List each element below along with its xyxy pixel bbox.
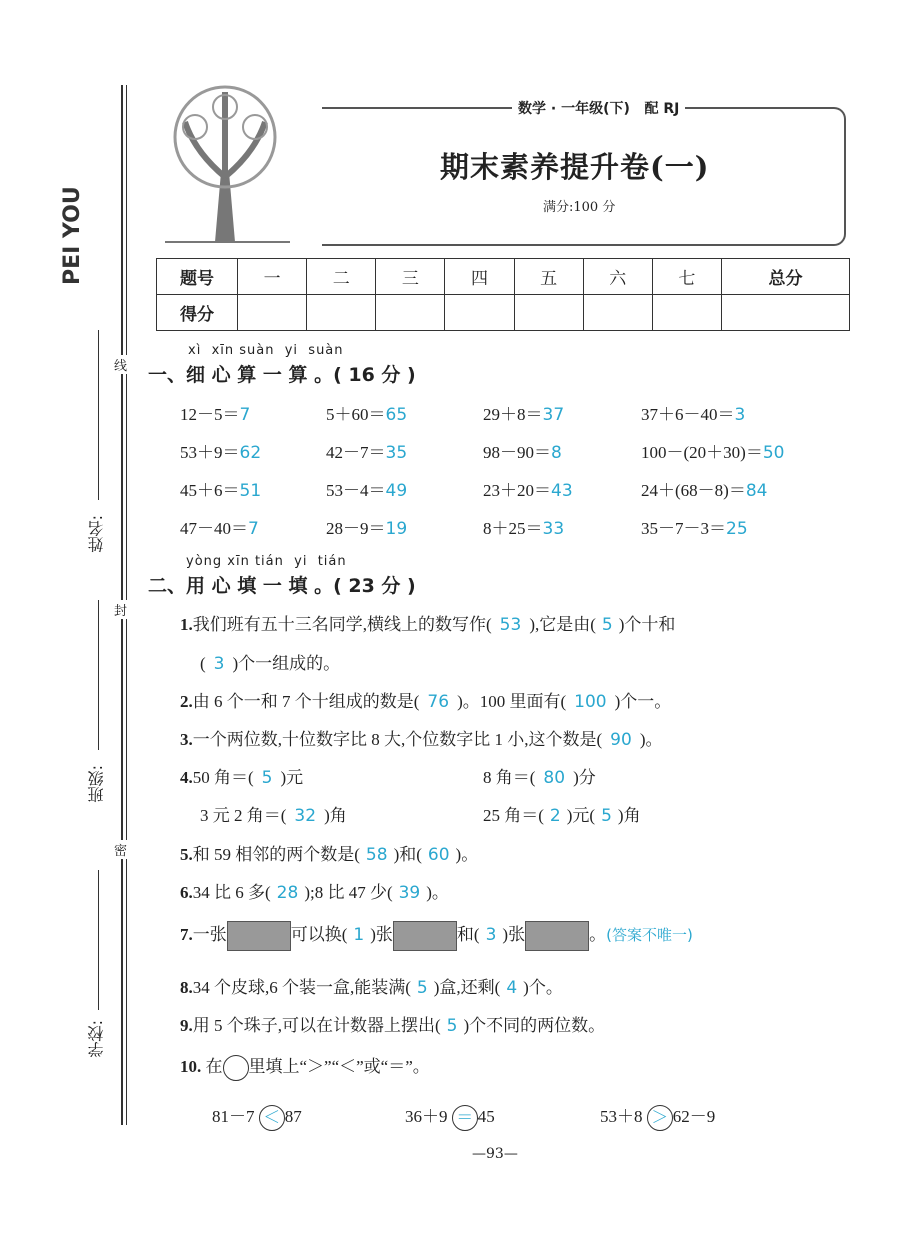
question-6: 6.34 比 6 多( 28 );8 比 47 少( 39 )。 xyxy=(180,883,449,903)
table-cell: 一 xyxy=(238,259,307,295)
banknote-50-icon xyxy=(227,921,291,951)
table-cell xyxy=(376,295,445,331)
class-label: 班级: xyxy=(87,765,106,803)
calc-item: 45＋6＝51 xyxy=(180,481,262,501)
question-4-d: 25 角＝( 2 )元( 5 )角 xyxy=(483,806,641,826)
brand-logo: PEI YOU xyxy=(60,186,85,285)
seal-mi-mark: 密 xyxy=(114,840,127,859)
table-cell xyxy=(514,295,583,331)
question-4-b: 8 角＝( 80 )分 xyxy=(483,768,596,788)
calc-item: 5＋60＝65 xyxy=(326,405,408,425)
calc-item: 53＋9＝62 xyxy=(180,443,262,463)
calc-item: 24＋(68－8)＝84 xyxy=(641,481,768,501)
calc-item: 37＋6－40＝3 xyxy=(641,405,746,425)
calc-row xyxy=(180,476,860,514)
section1-pinyin: xì xīn suàn yi suàn xyxy=(188,343,344,358)
question-1: 1.我们班有五十三名同学,横线上的数写作( 53 ),它是由( 5 )个十和 xyxy=(180,615,676,635)
seal-line-mark: 线 xyxy=(114,355,127,374)
question-10: 10. 在 里填上“＞”“＜”或“＝”。 xyxy=(180,1052,430,1081)
table-cell xyxy=(721,295,849,331)
table-cell: 题号 xyxy=(157,259,238,295)
table-cell xyxy=(307,295,376,331)
compare-3: 53＋8 ＞ 62－9 xyxy=(600,1102,715,1131)
full-score: 满分:100 分 xyxy=(543,200,616,215)
table-cell: 二 xyxy=(307,259,376,295)
name-label: 姓名: xyxy=(87,515,106,553)
blank-circle-icon xyxy=(223,1055,249,1081)
compare-1: 81－7 ＜ 87 xyxy=(212,1102,302,1131)
calc-item: 47－40＝7 xyxy=(180,519,259,539)
section1-title: 一、细 心 算 一 算 。( 16 分 ) xyxy=(148,364,416,386)
table-cell: 五 xyxy=(514,259,583,295)
banknote-20-icon xyxy=(393,921,457,951)
table-row xyxy=(157,295,850,331)
class-line xyxy=(98,600,99,750)
table-cell: 四 xyxy=(445,259,514,295)
compare-2: 36＋9 ＝ 45 xyxy=(405,1102,495,1131)
seal-feng-mark: 封 xyxy=(114,600,127,619)
calc-row xyxy=(180,514,860,552)
question-4-c: 3 元 2 角＝( 32 )角 xyxy=(200,806,347,826)
score-table xyxy=(156,258,850,331)
banknote-10-icon xyxy=(525,921,589,951)
question-4: 4.50 角＝( 5 )元 xyxy=(180,768,304,788)
table-cell: 七 xyxy=(652,259,721,295)
table-cell xyxy=(652,295,721,331)
calc-item: 29＋8＝37 xyxy=(483,405,565,425)
table-cell: 得分 xyxy=(157,295,238,331)
calc-row xyxy=(180,400,860,438)
calc-item: 35－7－3＝25 xyxy=(641,519,748,539)
table-cell xyxy=(445,295,514,331)
table-cell: 三 xyxy=(376,259,445,295)
calc-item: 8＋25＝33 xyxy=(483,519,565,539)
question-7: 7.一张 可以换( 1 )张 和( 3 )张 。(答案不唯一) xyxy=(180,920,693,951)
table-cell: 总分 xyxy=(721,259,849,295)
question-1-cont: ( 3 )个一组成的。 xyxy=(200,654,341,674)
question-3: 3.一个两位数,十位数字比 8 大,个位数字比 1 小,这个数是( 90 )。 xyxy=(180,730,663,750)
table-cell xyxy=(238,295,307,331)
tree-illustration xyxy=(155,82,295,244)
table-cell xyxy=(583,295,652,331)
calc-item: 28－9＝19 xyxy=(326,519,408,539)
question-8: 8.34 个皮球,6 个装一盒,能装满( 5 )盒,还剩( 4 )个。 xyxy=(180,978,563,998)
school-label: 学校: xyxy=(87,1020,106,1058)
calc-item: 12－5＝7 xyxy=(180,405,251,425)
calc-item: 53－4＝49 xyxy=(326,481,408,501)
question-2: 2.由 6 个一和 7 个十组成的数是( 76 )。100 里面有( 100 )个一。 xyxy=(180,692,672,712)
name-line xyxy=(98,330,99,500)
question-5: 5.和 59 相邻的两个数是( 58 )和( 60 )。 xyxy=(180,845,479,865)
table-row xyxy=(157,259,850,295)
page-number: —93— xyxy=(472,1146,518,1162)
section2-pinyin: yòng xīn tián yi tián xyxy=(186,554,347,569)
table-cell: 六 xyxy=(583,259,652,295)
calc-item: 42－7＝35 xyxy=(326,443,408,463)
calc-item: 98－90＝8 xyxy=(483,443,562,463)
calc-item: 23＋20＝43 xyxy=(483,481,573,501)
calc-grid xyxy=(180,400,860,552)
calc-row xyxy=(180,438,860,476)
school-line xyxy=(98,870,99,1010)
header-subject: 数学 · 一年级(下) 配 RJ xyxy=(512,98,685,118)
section2-title: 二、用 心 填 一 填 。( 23 分 ) xyxy=(148,575,416,597)
exam-title: 期末素养提升卷(一) xyxy=(440,150,710,184)
question-9: 9.用 5 个珠子,可以在计数器上摆出( 5 )个不同的两位数。 xyxy=(180,1016,606,1036)
calc-item: 100－(20＋30)＝50 xyxy=(641,443,785,463)
